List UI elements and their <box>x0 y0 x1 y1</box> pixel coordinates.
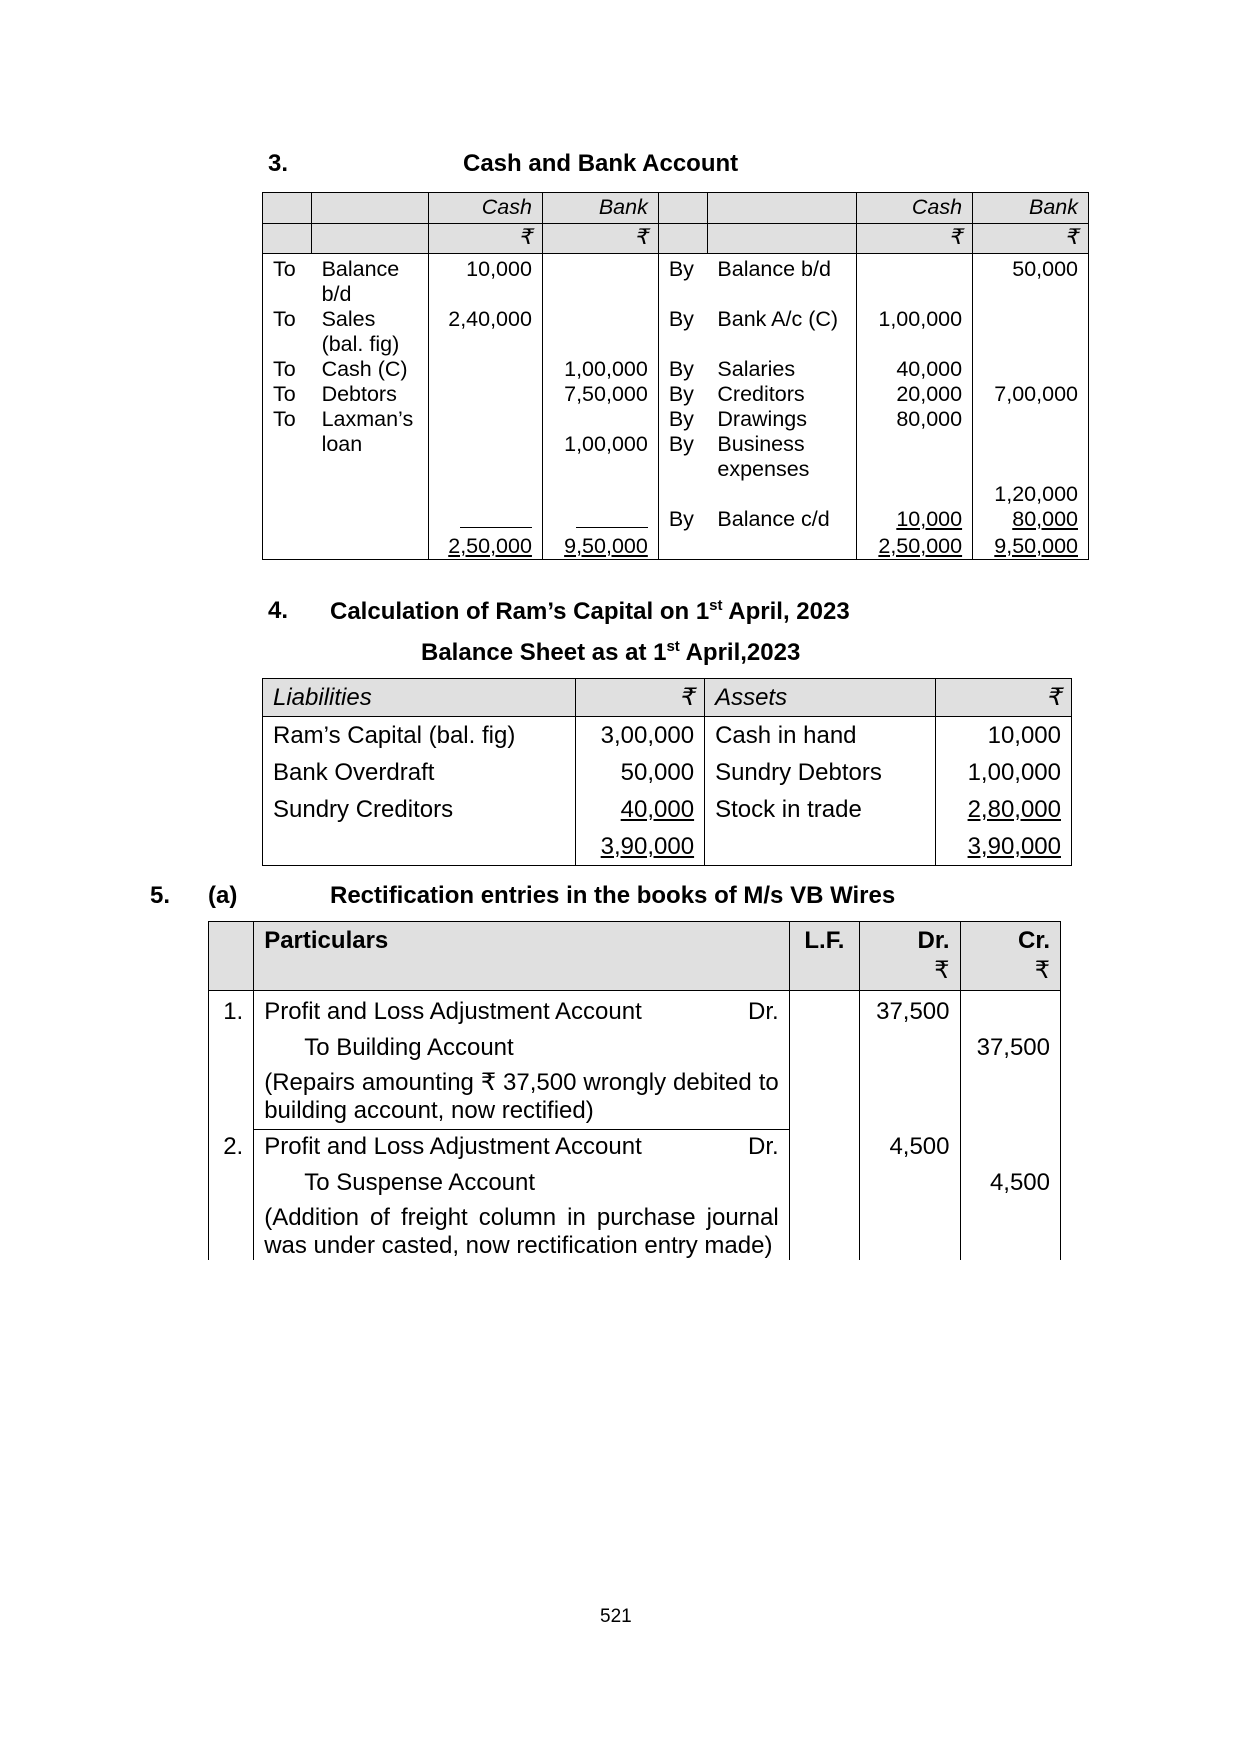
liability-item: Sundry Creditors <box>263 791 576 828</box>
rectification-entries-table <box>208 921 1061 1260</box>
rupee-symbol: ₹ <box>935 679 1071 717</box>
journal-entry <box>209 991 1061 1130</box>
cr-cash: 1,00,000 <box>857 307 973 357</box>
dr-prefix: To <box>263 254 312 308</box>
table-row <box>263 254 1089 308</box>
asset-item: Sundry Debtors <box>705 754 936 791</box>
cr-particulars: Drawings <box>717 407 808 431</box>
cr-prefix: By <box>668 407 694 431</box>
table-row <box>263 791 1072 828</box>
asset-item: Cash in hand <box>705 717 936 755</box>
total-liabilities: 3,90,000 <box>576 828 705 866</box>
table-row <box>263 507 1089 534</box>
assets-header: Assets <box>705 679 936 717</box>
dr-particulars: Cash (C) <box>312 357 429 382</box>
asset-amount: 10,000 <box>935 717 1071 755</box>
dr-cash <box>429 357 543 382</box>
cr-bank <box>973 357 1089 382</box>
dr-prefix: To <box>263 357 312 382</box>
cr-particulars: Creditors <box>707 382 856 407</box>
cr-bank <box>973 307 1089 357</box>
liability-item: Ram’s Capital (bal. fig) <box>263 717 576 755</box>
cr-prefix: By <box>658 254 707 308</box>
cr-bank-header: Bank <box>973 193 1089 224</box>
dr-particulars: Debtors <box>312 382 429 407</box>
cr-particulars: Salaries <box>707 357 856 382</box>
cash-bank-account-table <box>262 192 1089 560</box>
liability-item: Bank Overdraft <box>263 754 576 791</box>
credit-line: To Building Account <box>304 1034 514 1061</box>
q5-part: (a) <box>208 882 238 909</box>
q4-title: Calculation of Ram’s Capital on 1st April, 2023 <box>330 597 850 625</box>
cr-amount: 4,500 <box>960 1130 1061 1261</box>
table-header-row <box>209 922 1061 991</box>
total-row <box>263 534 1089 560</box>
dr-bank: 1,00,000 <box>542 357 658 382</box>
asset-item: Stock in trade <box>705 791 936 828</box>
balance-sheet-table <box>262 678 1072 866</box>
cr-bank: 7,00,000 <box>973 382 1089 407</box>
cr-bank: 80,000 <box>973 507 1089 534</box>
table-row <box>263 407 1089 507</box>
dr-bank-header: Bank <box>542 193 658 224</box>
dr-particulars: Balance b/d <box>312 254 429 308</box>
table-header-row <box>263 193 1089 224</box>
rupee-row <box>263 224 1089 254</box>
entry-number: 2. <box>209 1130 254 1261</box>
dr-particulars: Sales (bal. fig) <box>312 307 429 357</box>
dr-amount: 4,500 <box>860 1130 960 1261</box>
asset-amount: 2,80,000 <box>935 791 1071 828</box>
cr-cash: 40,000 <box>857 357 973 382</box>
dr-prefix: To <box>263 382 312 407</box>
total-assets: 3,90,000 <box>935 828 1071 866</box>
narration: (Addition of freight column in purchase journal was under casted, now rectification entry made) <box>264 1204 779 1259</box>
rupee-symbol: ₹ <box>857 224 973 254</box>
entry-number: 1. <box>209 991 254 1130</box>
table-row <box>263 754 1072 791</box>
dr-cash: 2,40,000 <box>429 307 543 357</box>
total-dr-cash: 2,50,000 <box>429 534 543 560</box>
q5-number: 5. <box>150 882 171 909</box>
cr-prefix: By <box>668 432 694 456</box>
cr-particulars: Business expenses <box>717 432 810 481</box>
liability-amount: 50,000 <box>576 754 705 791</box>
dr-prefix: To <box>263 407 312 507</box>
cr-prefix: By <box>658 382 707 407</box>
table-row <box>263 382 1089 407</box>
dr-amount: 37,500 <box>860 991 960 1130</box>
table-header-row <box>263 679 1072 717</box>
cr-cash <box>857 254 973 308</box>
dr-particulars: Laxman’s loan <box>312 407 429 507</box>
dr-cash: 10,000 <box>429 254 543 308</box>
dr-bank <box>542 254 658 308</box>
credit-line: To Suspense Account <box>304 1169 536 1196</box>
cr-particulars: Balance b/d <box>707 254 856 308</box>
cr-cash-header: Cash <box>857 193 973 224</box>
journal-entry <box>209 1130 1061 1261</box>
q4-number: 4. <box>268 597 289 624</box>
liability-amount: 3,00,000 <box>576 717 705 755</box>
cr-particulars: Bank A/c (C) <box>707 307 856 357</box>
asset-amount: 1,00,000 <box>935 754 1071 791</box>
cr-cash: 10,000 <box>857 507 973 534</box>
particulars-header: Particulars <box>254 922 790 991</box>
cr-bank: 50,000 <box>973 254 1089 308</box>
rupee-symbol: ₹ <box>576 679 705 717</box>
rupee-symbol: ₹ <box>542 224 658 254</box>
q5-title: Rectification entries in the books of M/s VB Wires <box>330 882 896 909</box>
total-dr-bank: 9,50,000 <box>542 534 658 560</box>
cr-header: Cr. ₹ <box>960 922 1061 991</box>
table-row <box>263 357 1089 382</box>
q4-subtitle: Balance Sheet as at 1st April,2023 <box>421 638 801 666</box>
dr-bank: 1,00,000 <box>542 407 658 507</box>
table-row <box>263 717 1072 755</box>
rupee-symbol: ₹ <box>429 224 543 254</box>
q3-title: Cash and Bank Account <box>463 150 739 177</box>
dr-cash <box>429 407 543 507</box>
total-row <box>263 828 1072 866</box>
narration: (Repairs amounting ₹ 37,500 wrongly debited to building account, now rectified) <box>264 1069 779 1124</box>
cr-cash: 80,000 <box>896 407 963 431</box>
cr-prefix: By <box>658 507 707 534</box>
total-cr-cash: 2,50,000 <box>857 534 973 560</box>
page-number: 521 <box>600 1606 632 1627</box>
total-cr-bank: 9,50,000 <box>973 534 1089 560</box>
cr-bank: 1,20,000 <box>994 482 1078 506</box>
dr-header: Dr. ₹ <box>860 922 960 991</box>
debit-line: Profit and Loss Adjustment Account Dr. <box>264 1133 779 1160</box>
cr-prefix: By <box>658 357 707 382</box>
dr-prefix: To <box>263 307 312 357</box>
cr-particulars: Balance c/d <box>707 507 856 534</box>
dr-bank: 7,50,000 <box>542 382 658 407</box>
cr-prefix: By <box>658 307 707 357</box>
liability-amount: 40,000 <box>576 791 705 828</box>
cr-cash: 20,000 <box>857 382 973 407</box>
rupee-symbol: ₹ <box>973 224 1089 254</box>
lf-header: L.F. <box>789 922 859 991</box>
table-row <box>263 307 1089 357</box>
cr-amount: 37,500 <box>960 991 1061 1130</box>
dr-cash-header: Cash <box>429 193 543 224</box>
dr-cash <box>429 382 543 407</box>
q3-number: 3. <box>268 150 289 177</box>
liabilities-header: Liabilities <box>263 679 576 717</box>
dr-bank <box>542 307 658 357</box>
debit-line: Profit and Loss Adjustment Account Dr. <box>264 998 779 1025</box>
